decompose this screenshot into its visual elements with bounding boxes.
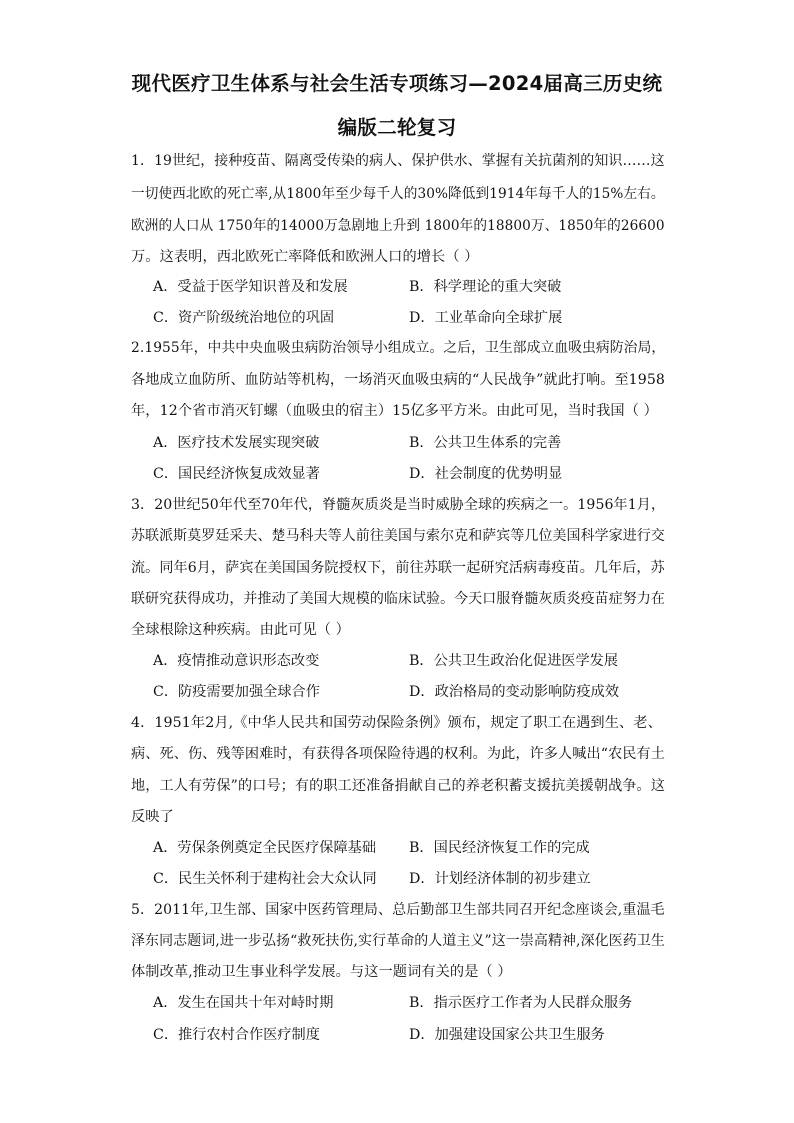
question-2-line-3: 年，12个省市消灭钉螺（血吸虫的宿主）15亿多平方米。由此可见，当时我国（ ） [131, 403, 658, 419]
question-2-line-1: 2.1955年，中共中央血吸虫病防治领导小组成立。之后，卫生部成立血吸虫病防治局， [131, 340, 666, 356]
question-4-line-3: 地，工人有劳保”的口号；有的职工还准备捐献自己的养老积蓄支援抗美援朝战争。这 [131, 778, 666, 794]
question-3-option-d[interactable]: D．政治格局的变动影响防疫成效 [409, 684, 620, 700]
question-3-line-4: 联研究获得成功，并推动了美国大规模的临床试验。今天口服脊髓灰质炎疫苗症努力在 [131, 591, 665, 607]
question-3-option-b[interactable]: B．公共卫生政治化促进医学发展 [409, 653, 619, 669]
question-4-line-2: 病、死、伤、残等困难时，有获得各项保险待遇的权利。为此，许多人喊出“农民有土 [131, 746, 666, 762]
question-1-option-d[interactable]: D．工业革命向全球扩展 [409, 310, 563, 326]
question-2-option-d[interactable]: D．社会制度的优势明显 [409, 466, 563, 482]
question-3-line-3: 流。同年6月，萨宾在美国国务院授权下，前往苏联一起研究活病毒疫苗。几年后，苏 [131, 560, 665, 576]
question-1-option-b[interactable]: B．科学理论的重大突破 [409, 279, 562, 295]
question-5-option-a[interactable]: A．发生在国共十年对峙时期 [153, 995, 334, 1011]
question-3-line-1: 3．20世纪50年代至70年代，脊髓灰质炎是当时威胁全球的疾病之一。1956年1月， [131, 497, 666, 513]
question-3-option-a[interactable]: A．疫情推动意识形态改变 [153, 653, 320, 669]
question-4-option-b[interactable]: B．国民经济恢复工作的完成 [409, 840, 590, 856]
question-5-line-1: 5．2011年,卫生部、国家中医药管理局、总后勤部卫生部共同召开纪念座谈会,重温毛 [131, 902, 665, 918]
question-2-option-b[interactable]: B．公共卫生体系的完善 [409, 435, 562, 451]
question-5-line-3: 体制改革,推动卫生事业科学发展。与这一题词有关的是（ ） [131, 964, 512, 980]
question-1-line-2: 一切使西北欧的死亡率,从1800年至少每千人的30%降低到1914年每千人的15%左右。 [131, 186, 665, 202]
question-1-line-1: 1．19世纪，接种疫苗、隔离受传染的病人、保护供水、掌握有关抗菌剂的知识……这 [131, 153, 665, 169]
question-1-option-a[interactable]: A．受益于医学知识普及和发展 [153, 279, 348, 295]
question-2-line-2: 各地成立血防所、血防站等机构，一场消灭血吸虫病的“人民战争”就此打响。至1958 [131, 372, 665, 388]
question-4-option-d[interactable]: D．计划经济体制的初步建立 [409, 871, 591, 887]
question-2-option-a[interactable]: A．医疗技术发展实现突破 [153, 435, 320, 451]
question-4-option-c[interactable]: C．民生关怀利于建构社会大众认同 [153, 871, 377, 887]
question-1-line-3: 欧洲的人口从 1750年的14000万急剧地上升到 1800年的18800万、1850年的26600 [131, 218, 665, 234]
question-3-line-5: 全球根除这种疾病。由此可见（ ） [131, 622, 350, 638]
question-2-option-c[interactable]: C．国民经济恢复成效显著 [153, 466, 320, 482]
question-5-line-2: 泽东同志题词,进一步弘扬“救死扶伤,实行革命的人道主义”这一崇高精神,深化医药卫生 [131, 933, 665, 949]
question-5-option-b[interactable]: B．指示医疗工作者为人民群众服务 [409, 995, 633, 1011]
question-3-line-2: 苏联派斯莫罗廷采夫、楚马科夫等人前往美国与索尔克和萨宾等几位美国科学家进行交 [131, 528, 665, 544]
question-4-option-a[interactable]: A．劳保条例奠定全民医疗保障基础 [153, 840, 377, 856]
question-4-line-1: 4．1951年2月,《中华人民共和国劳动保险条例》颁布，规定了职工在遇到生、老、 [131, 715, 662, 731]
question-5-option-d[interactable]: D．加强建设国家公共卫生服务 [409, 1027, 605, 1043]
document-title-line1: 现代医疗卫生体系与社会生活专项练习—2024届高三历史统 [131, 72, 663, 95]
question-4-line-4: 反映了 [131, 809, 174, 825]
question-5-option-c[interactable]: C．推行农村合作医疗制度 [153, 1027, 320, 1043]
document-title-line2: 编版二轮复习 [337, 116, 457, 139]
question-3-option-c[interactable]: C．防疫需要加强全球合作 [153, 684, 320, 700]
question-1-option-c[interactable]: C．资产阶级统治地位的巩固 [153, 310, 335, 326]
question-1-line-4: 万。这表明，西北欧死亡率降低和欧洲人口的增长（ ） [131, 249, 479, 265]
